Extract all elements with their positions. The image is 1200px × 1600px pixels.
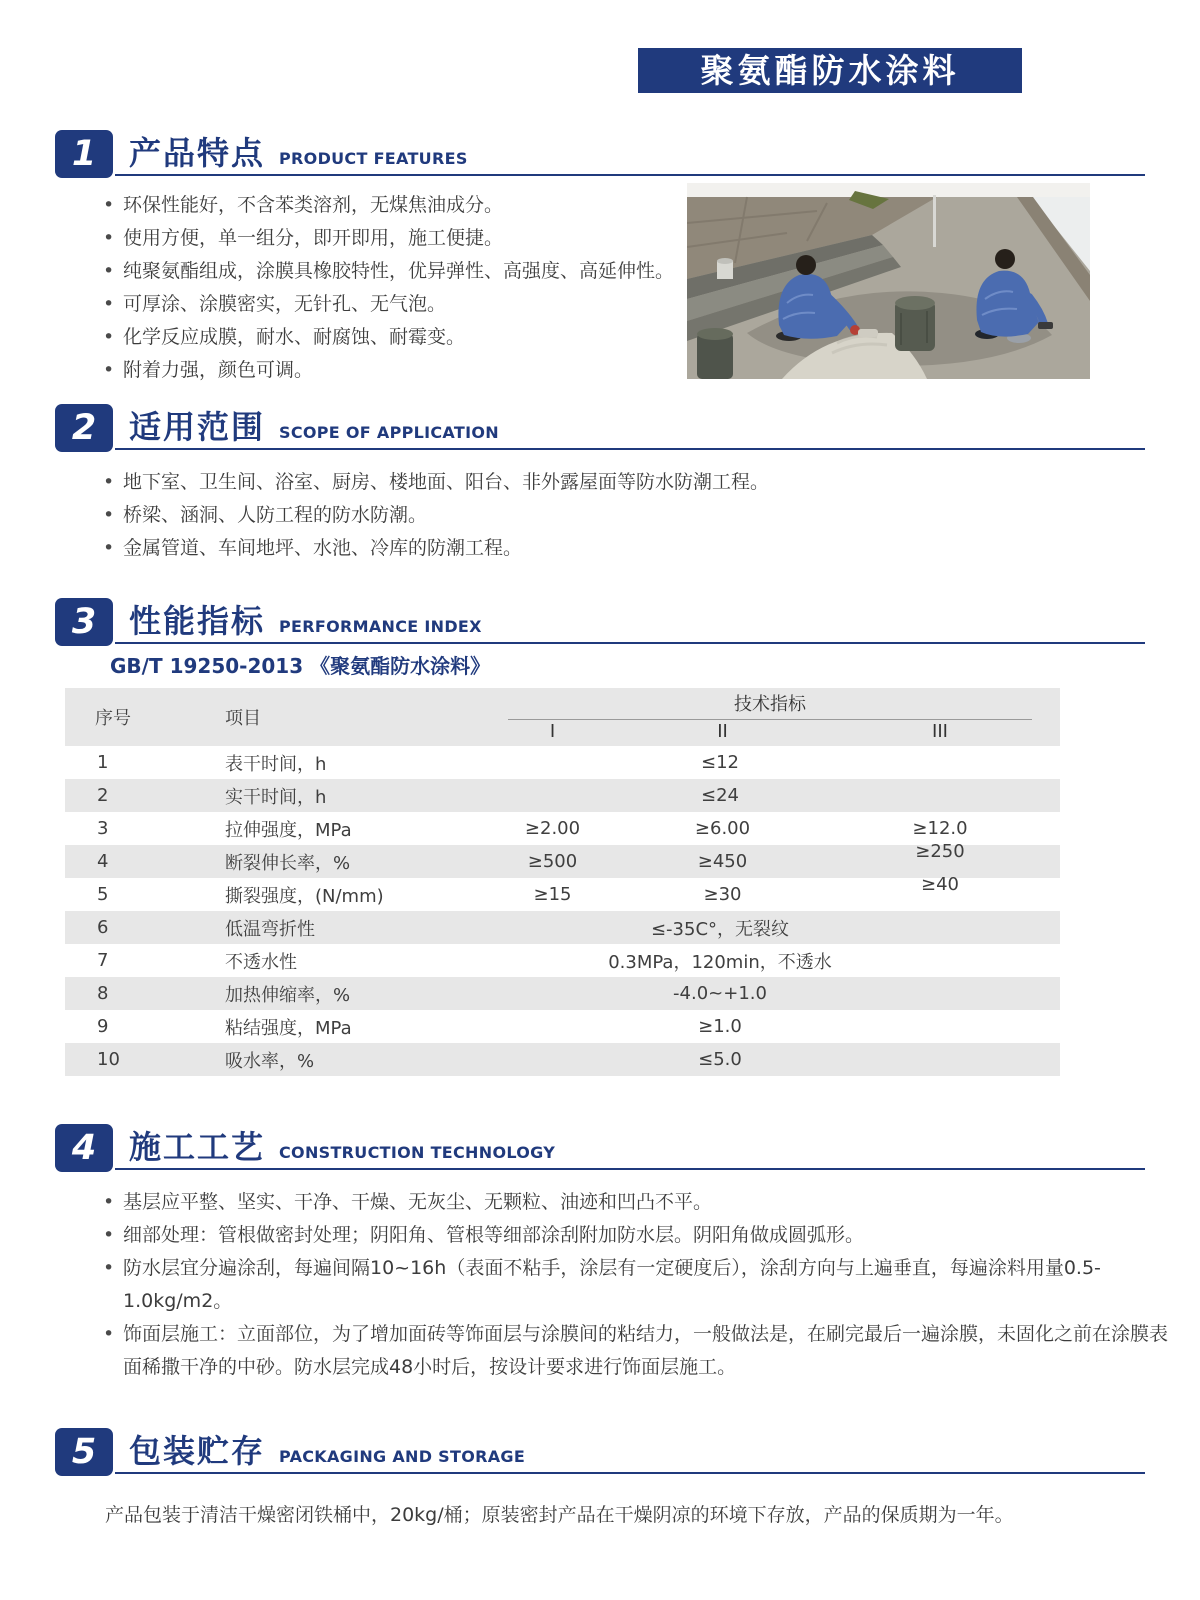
row-number: 9 — [97, 1016, 109, 1037]
list-item — [103, 1186, 1178, 1219]
section-header-packaging — [55, 1428, 1145, 1476]
section-title: 性能指标 — [129, 602, 266, 640]
section-title: 包装贮存 — [129, 1432, 266, 1470]
row-value-grade1: ≥500 — [527, 851, 578, 872]
table-row — [65, 779, 1060, 812]
standard-reference: GB/T 19250-2013 《聚氨酯防水涂料》 — [110, 654, 491, 678]
row-value: ≤-35C°，无裂纹 — [650, 918, 790, 940]
section-divider — [115, 642, 1145, 644]
row-item: 粘结强度，MPa — [225, 1017, 352, 1039]
section-header-performance — [55, 598, 1145, 646]
bullet-icon: • — [103, 471, 115, 493]
column-header-tech-group — [480, 688, 1060, 746]
row-value: ≤24 — [701, 785, 739, 806]
section-header-features — [55, 130, 1145, 178]
section-title: 施工工艺 — [129, 1128, 266, 1166]
section-divider — [115, 1472, 1145, 1474]
list-item-text: 可厚涂、涂膜密实，无针孔、无气泡。 — [123, 293, 447, 315]
column-header-grade1: I — [549, 721, 556, 742]
row-item: 不透水性 — [225, 951, 297, 973]
row-value-grade3: ≥250 — [915, 841, 965, 862]
construction-list — [103, 1186, 1178, 1384]
section-subtitle: PACKAGING AND STORAGE — [279, 1447, 526, 1466]
row-item: 实干时间，h — [225, 786, 327, 808]
table-row — [65, 874, 1060, 911]
list-item-text: 化学反应成膜，耐水、耐腐蚀、耐霉变。 — [123, 326, 466, 348]
table-row — [65, 911, 1060, 944]
row-item: 拉伸强度，MPa — [225, 819, 352, 841]
packaging-text: 产品包装于清洁干燥密闭铁桶中，20kg/桶；原装密封产品在干燥阴凉的环境下存放，产品的保质期为一年。 — [105, 1504, 1014, 1526]
section-number-badge: 3 — [55, 598, 113, 646]
feature-list — [103, 189, 688, 387]
table-row — [65, 944, 1060, 977]
list-item — [103, 1219, 1178, 1252]
list-item — [103, 532, 863, 565]
column-header-no: 序号 — [95, 708, 131, 729]
column-header-grade3: III — [932, 721, 948, 742]
section-header-construction — [55, 1124, 1145, 1172]
list-item-text: 纯聚氨酯组成，涂膜具橡胶特性，优异弹性、高强度、高延伸性。 — [123, 260, 675, 282]
section-number-badge: 2 — [55, 404, 113, 452]
performance-table — [65, 688, 1060, 1076]
bullet-icon: • — [103, 1191, 115, 1213]
bullet-icon: • — [103, 537, 115, 559]
list-item — [103, 1318, 1178, 1384]
list-item-text: 防水层宜分遍涂刮，每遍间隔10~16h（表面不粘手，涂层有一定硬度后），涂刮方向与上遍垂直，每遍涂料用量0.5-1.0kg/m2。 — [123, 1257, 1101, 1312]
row-value: ≤5.0 — [698, 1049, 742, 1070]
bullet-icon: • — [103, 1224, 115, 1246]
section-number-badge: 1 — [55, 130, 113, 178]
row-item: 吸水率，% — [225, 1050, 315, 1072]
row-number: 8 — [97, 983, 109, 1004]
row-value-grade2: ≥30 — [703, 884, 742, 905]
row-number: 1 — [97, 752, 109, 773]
row-value: ≥1.0 — [698, 1016, 742, 1037]
bullet-icon: • — [103, 326, 115, 348]
bullet-icon: • — [103, 293, 115, 315]
list-item — [103, 222, 688, 255]
list-item-text: 饰面层施工：立面部位，为了增加面砖等饰面层与涂膜间的粘结力，一般做法是，在刷完最后一遍涂膜，未固化之前在涂膜表面稀撒干净的中砂。防水层完成48小时后，按设计要求进行饰面层施工。 — [123, 1323, 1169, 1378]
section-divider — [115, 174, 1145, 176]
product-application-photo — [687, 183, 1090, 379]
section-subtitle: PRODUCT FEATURES — [279, 149, 468, 168]
row-value: -4.0~+1.0 — [673, 983, 767, 1004]
list-item — [103, 499, 863, 532]
list-item — [103, 255, 688, 288]
list-item-text: 使用方便，单一组分，即开即用，施工便捷。 — [123, 227, 504, 249]
row-item: 加热伸缩率，% — [225, 984, 351, 1006]
list-item-text: 环保性能好，不含苯类溶剂，无煤焦油成分。 — [123, 194, 504, 216]
list-item — [103, 321, 688, 354]
row-value-grade3: ≥12.0 — [912, 818, 968, 839]
list-item — [103, 466, 863, 499]
list-item — [103, 189, 688, 222]
list-item-text: 细部处理：管根做密封处理；阴阳角、管根等细部涂刮附加防水层。阴阳角做成圆弧形。 — [123, 1224, 865, 1246]
table-header — [65, 688, 1060, 746]
column-header-item: 项目 — [225, 708, 261, 729]
page-title-banner: 聚氨酯防水涂料 — [638, 48, 1022, 93]
bullet-icon: • — [103, 260, 115, 282]
section-divider — [115, 448, 1145, 450]
row-value: ≤12 — [701, 752, 739, 773]
row-value-grade3: ≥40 — [921, 874, 959, 895]
bullet-icon: • — [103, 194, 115, 216]
list-item — [103, 1252, 1178, 1318]
row-number: 7 — [97, 950, 109, 971]
row-value-grade1: ≥2.00 — [524, 818, 581, 839]
column-header-grade2: II — [717, 721, 728, 742]
column-header-tech: 技术指标 — [734, 694, 806, 715]
table-row — [65, 1043, 1060, 1076]
row-number: 6 — [97, 917, 109, 938]
list-item-text: 地下室、卫生间、浴室、厨房、楼地面、阳台、非外露屋面等防水防潮工程。 — [123, 471, 770, 493]
row-number: 5 — [97, 884, 109, 905]
row-number: 4 — [97, 851, 109, 872]
bullet-icon: • — [103, 1323, 115, 1345]
row-item: 断裂伸长率，% — [225, 852, 351, 874]
row-number: 3 — [97, 818, 109, 839]
section-title: 产品特点 — [129, 134, 266, 172]
section-subtitle: SCOPE OF APPLICATION — [279, 423, 499, 442]
row-item: 撕裂强度，(N/mm) — [225, 885, 384, 907]
section-header-scope — [55, 404, 1145, 452]
bullet-icon: • — [103, 227, 115, 249]
row-item: 低温弯折性 — [225, 918, 315, 940]
row-item: 表干时间，h — [225, 753, 327, 775]
bullet-icon: • — [103, 359, 115, 381]
row-number: 10 — [97, 1049, 120, 1070]
section-number-badge: 4 — [55, 1124, 113, 1172]
table-row — [65, 1010, 1060, 1043]
list-item-text: 桥梁、涵洞、人防工程的防水防潮。 — [123, 504, 428, 526]
list-item — [103, 354, 688, 387]
scope-list — [103, 466, 863, 565]
section-divider — [115, 1168, 1145, 1170]
bullet-icon: • — [103, 1257, 115, 1279]
section-subtitle: CONSTRUCTION TECHNOLOGY — [279, 1143, 556, 1162]
row-number: 2 — [97, 785, 109, 806]
section-title: 适用范围 — [129, 408, 266, 446]
table-row — [65, 977, 1060, 1010]
section-subtitle: PERFORMANCE INDEX — [279, 617, 482, 636]
section-number-badge: 5 — [55, 1428, 113, 1476]
list-item-text: 附着力强，颜色可调。 — [123, 359, 314, 381]
list-item-text: 金属管道、车间地坪、水池、冷库的防潮工程。 — [123, 537, 523, 559]
row-value-grade2: ≥6.00 — [694, 818, 751, 839]
row-value-grade2: ≥450 — [697, 851, 748, 872]
list-item — [103, 288, 688, 321]
list-item-text: 基层应平整、坚实、干净、干燥、无灰尘、无颗粒、油迹和凹凸不平。 — [123, 1191, 713, 1213]
row-value-grade1: ≥15 — [533, 884, 572, 905]
row-value: 0.3MPa，120min，不透水 — [608, 951, 832, 973]
table-row — [65, 746, 1060, 779]
bullet-icon: • — [103, 504, 115, 526]
